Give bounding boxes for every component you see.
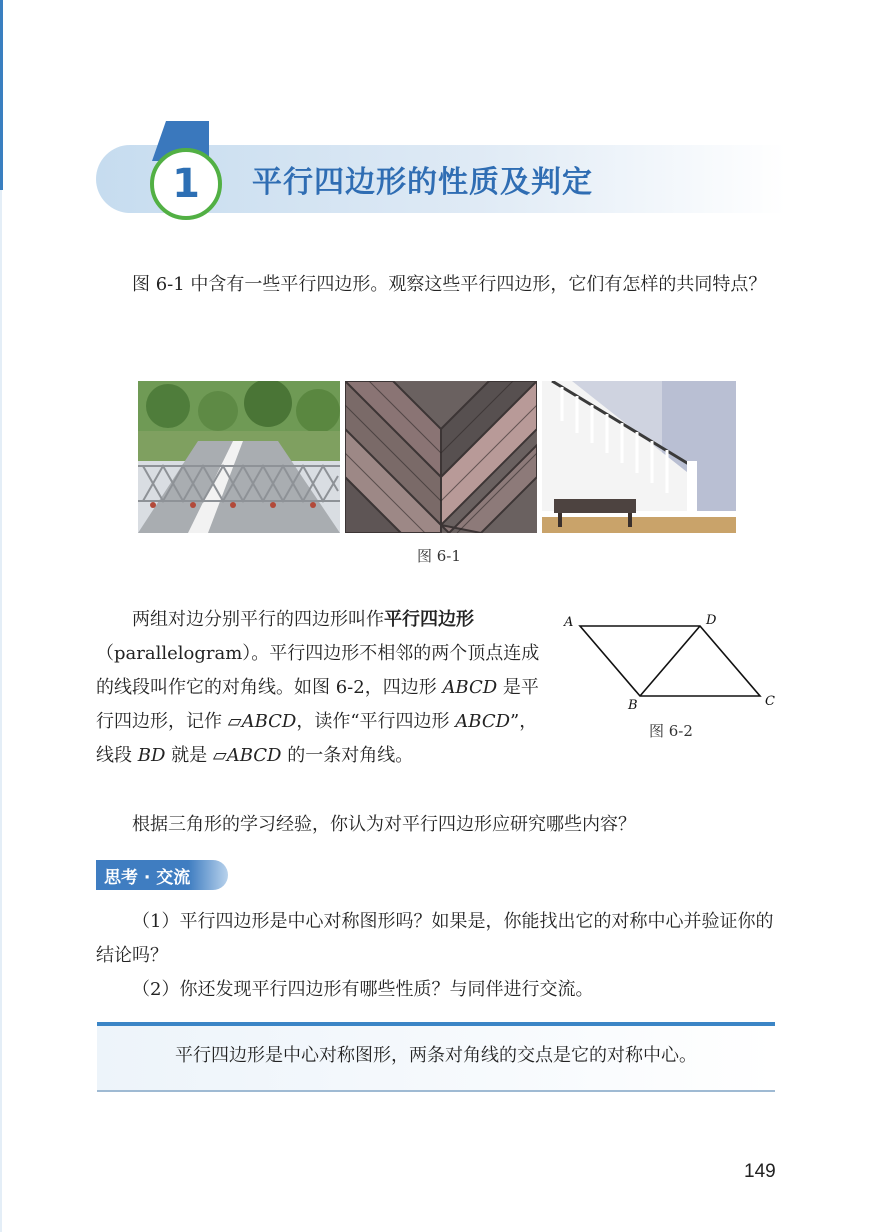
page-number: 149 [744,1161,776,1182]
herringbone-wood-floor-photo [345,381,537,533]
intro-paragraph: 图 6-1 中含有一些平行四边形。观察这些平行四边形，它们有怎样的共同特点？ [132,274,767,295]
conclusion-text: 平行四边形是中心对称图形，两条对角线的交点是它的对称中心。 [175,1045,697,1066]
definition-text: 的一条对角线。 [281,745,414,766]
diagonal-bd [640,626,700,696]
staircase-railing-photo [542,381,736,533]
definition-text: ”，线段 [96,711,538,766]
retractable-gate-photo [138,381,340,533]
vertex-c: C [765,694,775,709]
think-discuss-label: 思考 · 交流 [104,868,191,888]
definition-text: 是平行四边形，记作 [96,677,539,732]
vertex-a: A [564,615,574,630]
label-abcd: ABCD [442,677,498,698]
definition-paragraph [96,603,546,773]
vertex-d: D [706,613,717,628]
label-abcd: ABCD [455,711,511,732]
label-bd: BD [137,745,166,766]
symbol-parallelogram-abcd: ▱ABCD [227,711,297,732]
term-parallelogram: 平行四边形 [384,609,474,630]
page-edge-bar [0,0,3,190]
figure-6-1-caption: 图 6-1 [417,547,461,565]
section-number: 1 [150,148,222,220]
definition-text: （parallelogram）。平行四边形不相邻的两个顶点连成的线段叫作它的对角线。如图 6-2，四边形 [96,643,540,698]
definition-text: 两组对边分别平行的四边形叫作 [132,609,384,630]
vertex-b: B [628,698,638,713]
symbol-parallelogram-abcd: ▱ABCD [212,745,282,766]
definition-text: ，读作“平行四边形 [296,711,456,732]
definition-text: 就是 [165,745,213,766]
think-item-2: （2）你还发现平行四边形有哪些性质？与同伴进行交流。 [132,979,594,1000]
parallelogram-diagram [560,606,780,716]
question-paragraph: 根据三角形的学习经验，你认为对平行四边形应研究哪些内容？ [132,814,636,835]
page-edge-bar-light [0,190,2,1232]
think-item-1: （1）平行四边形是中心对称图形吗？如果是，你能找出它的对称中心并验证你的结论吗？ [96,911,774,966]
section-title: 平行四边形的性质及判定 [252,165,593,200]
figure-6-2-caption: 图 6-2 [649,722,693,740]
